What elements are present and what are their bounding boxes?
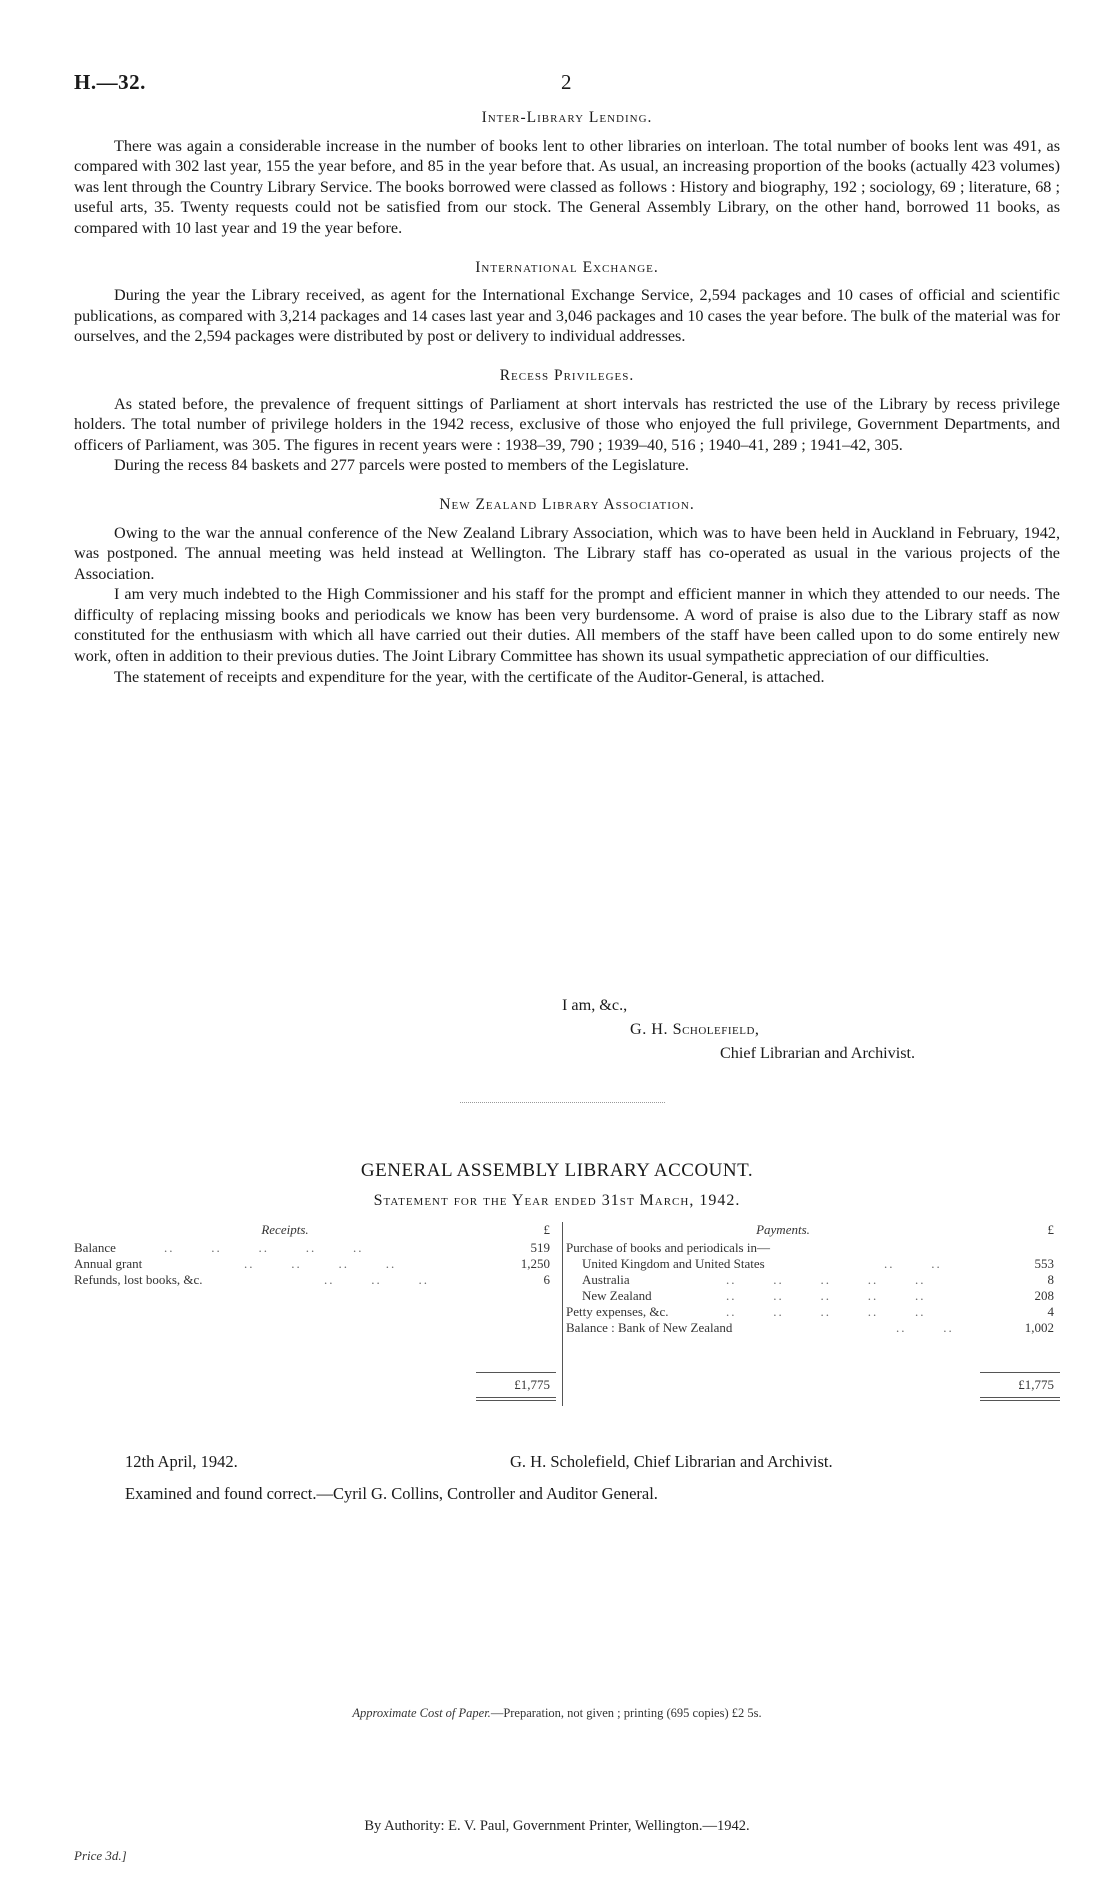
section-recess-privileges — [74, 366, 1060, 476]
leader-dots: .. .. .. — [324, 1272, 429, 1287]
payment-label: Balance : Bank of New Zealand — [566, 1320, 733, 1335]
paragraph: There was again a considerable increase in the number of books lent to other libraries on interloan. The total number of books lent was 491, as compared with 302 last year, 155 the year before, and 85 in the year before that. As usual, an increasing proportion of the books (actually 423 volumes) was lent through the Country Library Service. The books borrowed were classed as follows : History and biography, 192 ; sociology, 69 ; literature, 68 ; useful arts, 35. Twenty requests could not be satisfied from our stock. The General Assembly Library, on the other hand, borrowed 11 books, as compared with 10 last year and 19 the year before. — [74, 136, 1060, 237]
payments-total-value: £1,775 — [1018, 1377, 1054, 1392]
section-heading: International Exchange. — [475, 258, 659, 276]
payments-column — [566, 1222, 1060, 1392]
certification-date: 12th April, 1942. — [125, 1452, 238, 1471]
paper-cost-note — [0, 1706, 1114, 1721]
paper-cost-label: Approximate Cost of Paper. — [352, 1706, 491, 1720]
payment-group-row — [566, 1240, 1060, 1256]
payments-total — [980, 1372, 1060, 1401]
payment-group-label: Purchase of books and periodicals in— — [566, 1240, 770, 1255]
paragraph: The statement of receipts and expenditure for the year, with the certificate of the Auditor-General, is attached. — [114, 667, 825, 686]
receipt-amount: 519 — [530, 1240, 550, 1255]
payment-amount: 1,002 — [1024, 1320, 1054, 1335]
currency-symbol: £ — [543, 1222, 550, 1237]
paragraph: I am very much indebted to the High Commissioner and his staff for the prompt and efficient manner in which they attended to our needs. The difficulty of replacing missing books and periodicals we know has been very burdensome. A word of praise is also due to the Library staff as now constituted for the enthusiasm with which all have carried out their duties. All members of the staff have been called upon to do some entirely new work, often in addition to their previous duties. The Joint Library Committee has shown its usual sympathetic appreciation of our difficulties. — [74, 585, 1060, 666]
paragraph: During the year the Library received, as agent for the International Exchange Service, 2,594 packages and 10 cases of official and scientific publications, as compared with 3,214 packages and 14 cases last year and 3,046 packages and 10 cases the year before. The bulk of the material was for ourselves, and the 2,594 packages were distributed by post or delivery to individual addresses. — [74, 286, 1060, 346]
payment-amount: 553 — [1034, 1256, 1054, 1271]
payment-label: Australia — [582, 1272, 630, 1287]
leader-dots: .. .. — [884, 1256, 942, 1271]
payments-header — [566, 1222, 1060, 1240]
account-subtitle: Statement for the Year ended 31st March, 1942. — [373, 1192, 741, 1209]
receipt-row — [74, 1256, 556, 1272]
receipts-total — [476, 1372, 556, 1401]
signoff-title: Chief Librarian and Archivist. — [720, 1044, 916, 1062]
payments-heading: Payments. — [756, 1222, 810, 1237]
total-double-rule — [476, 1397, 556, 1398]
payment-row — [566, 1304, 1060, 1320]
payment-row — [566, 1256, 1060, 1272]
payment-row — [566, 1320, 1060, 1336]
auditor-examination: Examined and found correct.—Cyril G. Collins, Controller and Auditor General. — [125, 1484, 658, 1503]
currency-symbol: £ — [1047, 1222, 1054, 1237]
payment-row — [566, 1288, 1060, 1304]
payment-label: United Kingdom and United States — [582, 1256, 765, 1271]
leader-dots: .. .. .. .. — [244, 1256, 397, 1271]
leader-dots: .. .. .. .. .. — [726, 1288, 926, 1303]
page-number: 2 — [561, 70, 572, 94]
receipt-row — [74, 1240, 556, 1256]
payment-amount: 208 — [1034, 1288, 1054, 1303]
receipt-row — [74, 1272, 556, 1288]
payment-row — [566, 1272, 1060, 1288]
total-double-rule — [980, 1400, 1060, 1401]
leader-dots: .. .. .. .. .. — [726, 1272, 926, 1287]
section-inter-library-lending — [74, 108, 1060, 239]
leader-dots: .. .. .. .. .. — [726, 1304, 926, 1319]
price-note: Price 3d.] — [74, 1848, 127, 1863]
section-heading: Recess Privileges. — [499, 366, 635, 384]
payment-label: Petty expenses, &c. — [566, 1304, 669, 1319]
receipt-amount: 1,250 — [520, 1256, 550, 1271]
receipt-label: Balance — [74, 1240, 116, 1255]
receipt-label: Annual grant — [74, 1256, 143, 1271]
payment-label: New Zealand — [582, 1288, 652, 1303]
leader-dots: .. .. — [896, 1320, 954, 1335]
document-reference: H.—32. — [74, 70, 146, 94]
total-double-rule — [980, 1397, 1060, 1398]
receipts-header — [74, 1222, 556, 1240]
receipts-column — [74, 1222, 556, 1392]
account-title: GENERAL ASSEMBLY LIBRARY ACCOUNT. — [360, 1160, 754, 1181]
receipts-heading: Receipts. — [261, 1222, 309, 1237]
signoff-name: G. H. Scholefield, — [630, 1020, 760, 1038]
certification-signature: G. H. Scholefield, Chief Librarian and Archivist. — [510, 1452, 833, 1471]
section-international-exchange — [74, 258, 1060, 347]
section-heading: Inter-Library Lending. — [481, 109, 653, 126]
total-double-rule — [476, 1400, 556, 1401]
leader-dots: .. .. .. .. .. — [164, 1240, 364, 1255]
signoff-closing: I am, &c., — [562, 996, 628, 1014]
section-nz-library-association — [74, 495, 1060, 687]
paragraph: Owing to the war the annual conference of the New Zealand Library Association, which was to have been held in Auckland in February, 1942, was postponed. The annual meeting was held instead at Wellington. The Library staff has co-operated as usual in the various projects of the Association. — [74, 523, 1060, 583]
receipts-total-value: £1,775 — [514, 1377, 550, 1392]
total-rule — [980, 1372, 1060, 1373]
printer-authority: By Authority: E. V. Paul, Government Printer, Wellington.—1942. — [364, 1818, 750, 1834]
payment-amount: 8 — [1047, 1272, 1054, 1287]
payment-amount: 4 — [1047, 1304, 1054, 1319]
separator-rule — [460, 1102, 665, 1103]
receipt-amount: 6 — [543, 1272, 550, 1287]
column-divider — [562, 1222, 563, 1406]
paragraph: During the recess 84 baskets and 277 parcels were posted to members of the Legislature. — [114, 456, 689, 475]
section-heading: New Zealand Library Association. — [439, 495, 695, 513]
report-body — [74, 108, 1060, 706]
paragraph: As stated before, the prevalence of frequent sittings of Parliament at short intervals has restricted the use of the Library by recess privilege holders. The total number of privilege holders in the 1942 recess, exclusive of those who enjoyed the full privilege, Government Departments, and officers of Parliament, was 305. The figures in recent years were : 1938–39, 790 ; 1939–40, 516 ; 1940–41, 289 ; 1941–42, 305. — [74, 394, 1060, 454]
paper-cost-text: —Preparation, not given ; printing (695 copies) £2 5s. — [490, 1706, 762, 1720]
receipt-label: Refunds, lost books, &c. — [74, 1272, 203, 1287]
total-rule — [476, 1372, 556, 1373]
